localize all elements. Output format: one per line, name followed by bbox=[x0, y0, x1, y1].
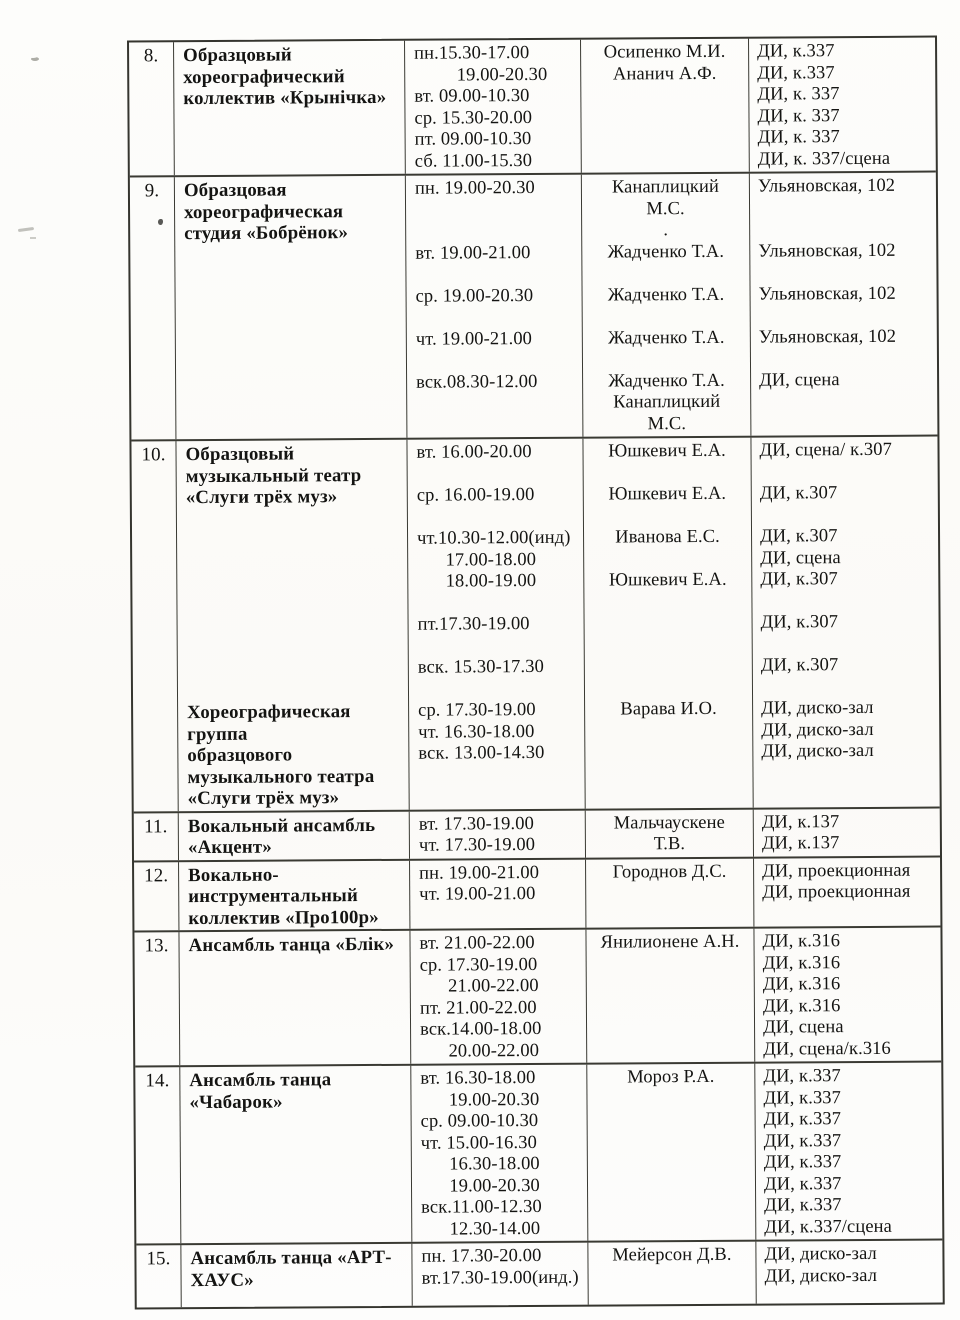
schedule-time-line: пн.15.30-17.00 bbox=[414, 43, 530, 64]
location-cell bbox=[754, 857, 940, 927]
table-row bbox=[136, 1241, 942, 1308]
location-line bbox=[760, 590, 936, 613]
schedule-time-line: чт. 19.00-21.00 bbox=[419, 883, 536, 905]
schedule-time-line bbox=[415, 199, 579, 222]
location-line bbox=[758, 262, 934, 285]
row-number-cell bbox=[129, 42, 175, 175]
teacher-name-cell bbox=[587, 1064, 756, 1241]
row-number: 13. bbox=[144, 935, 169, 957]
collective-name-line bbox=[187, 679, 406, 702]
location-line: ДИ, к.137 bbox=[761, 833, 840, 854]
row-number: 14. bbox=[145, 1070, 170, 1092]
location-line: ДИ, диско-зал bbox=[761, 740, 874, 762]
teacher-name-line: Иванова Е.С. bbox=[615, 526, 720, 548]
teacher-name-line: Жадченко Т.А. bbox=[608, 370, 725, 392]
teacher-name-line: Юшкевич Е.А. bbox=[608, 483, 727, 505]
teacher-name-line: . bbox=[663, 220, 669, 241]
schedule-time-line: вск. 13.00-14.30 bbox=[418, 742, 545, 764]
schedule-time-line: 17.00-18.00 bbox=[417, 549, 537, 571]
teacher-name-cell bbox=[583, 438, 753, 809]
schedule-time-line: вт. 16.30-18.00 bbox=[420, 1067, 536, 1089]
row-number: 8. bbox=[143, 45, 159, 67]
collective-name-line bbox=[186, 529, 405, 552]
collective-name-line bbox=[186, 572, 405, 595]
location-line: ДИ, к.307 bbox=[760, 655, 839, 676]
location-cell bbox=[756, 1241, 942, 1304]
location-line: ДИ, к.337 bbox=[757, 41, 835, 62]
location-line bbox=[759, 348, 935, 371]
location-line: ДИ, диско-зал bbox=[764, 1243, 877, 1265]
location-line: ДИ, диско-зал bbox=[764, 1265, 878, 1287]
collective-name-line: «Слуги трёх муз» bbox=[187, 787, 340, 810]
schedule-time-line: пт. 21.00-22.00 bbox=[419, 997, 537, 1019]
schedule-time-line: пн. 19.00-21.00 bbox=[419, 862, 540, 884]
collective-name-line: Хореографическая bbox=[187, 701, 351, 724]
teacher-name-line bbox=[587, 656, 750, 678]
schedule-time-line: чт. 15.00-16.30 bbox=[420, 1132, 537, 1154]
collective-name-line: группа bbox=[187, 723, 248, 745]
schedule-time-line: ср. 17.30-19.00 bbox=[418, 699, 536, 721]
location-line: ДИ, диско-зал bbox=[761, 697, 874, 719]
teacher-name-line bbox=[586, 505, 749, 527]
scan-artifact bbox=[26, 48, 40, 58]
teacher-name-line: Канаплицкий bbox=[611, 176, 719, 198]
collective-name-line bbox=[187, 615, 406, 638]
location-cell bbox=[750, 173, 938, 436]
row-number: 9. bbox=[144, 180, 160, 202]
scan-artifact bbox=[30, 237, 36, 239]
collective-name-line bbox=[186, 593, 405, 616]
schedule-time-line: 12.30-14.00 bbox=[421, 1218, 541, 1240]
teacher-name-line bbox=[587, 613, 750, 635]
table-row bbox=[134, 857, 940, 932]
location-line: ДИ, к.316 bbox=[762, 952, 841, 974]
schedule-time-line bbox=[415, 264, 579, 287]
location-line: ДИ, к.307 bbox=[759, 526, 838, 547]
schedule-time-line: вск.08.30-12.00 bbox=[416, 371, 538, 393]
teacher-name-cell bbox=[586, 809, 754, 857]
schedule-time-line: чт. 16.30-18.00 bbox=[418, 721, 535, 743]
teacher-name-line: Мальчаускене bbox=[613, 812, 725, 834]
schedule-times-cell bbox=[406, 175, 584, 438]
schedule-time-line: 19.00-20.30 bbox=[420, 1175, 540, 1197]
schedule-time-line: 20.00-22.00 bbox=[420, 1040, 540, 1062]
schedule-time-line: 18.00-19.00 bbox=[417, 570, 537, 592]
schedule-time-line: вск.14.00-18.00 bbox=[419, 1018, 542, 1040]
schedule-times-cell bbox=[411, 1065, 588, 1242]
collective-name-line: «Акцент» bbox=[187, 836, 272, 859]
location-line: ДИ, к.307 bbox=[759, 483, 838, 504]
location-line bbox=[761, 633, 937, 656]
location-line bbox=[760, 461, 936, 484]
schedule-time-line: чт.10.30-12.00(инд) bbox=[416, 527, 571, 549]
teacher-name-cell bbox=[582, 174, 752, 437]
schedule-time-line: ср. 16.00-19.00 bbox=[416, 484, 535, 506]
location-line bbox=[761, 676, 937, 699]
collective-name-line: коллектив «Крынічка» bbox=[183, 86, 387, 110]
teacher-name-line: Городнов Д.С. bbox=[612, 861, 727, 883]
location-cell bbox=[754, 928, 941, 1062]
teacher-name-line: Жадченко Т.А. bbox=[607, 284, 725, 306]
collective-name-line: инструментальный bbox=[188, 885, 359, 908]
location-line bbox=[760, 504, 936, 527]
schedule-times-cell bbox=[410, 810, 586, 858]
schedule-time-line: ср. 09.00-10.30 bbox=[420, 1110, 539, 1132]
schedule-time-line bbox=[416, 350, 580, 373]
schedule-time-line: вск.11.00-12.30 bbox=[421, 1196, 542, 1218]
location-line: ДИ, к. 337/сцена bbox=[757, 148, 891, 170]
table-row bbox=[134, 808, 940, 862]
schedule-time-line: вт. 09.00-10.30 bbox=[414, 86, 530, 107]
teacher-name-line bbox=[587, 677, 750, 699]
collective-name-line: «Слуги трёх муз» bbox=[185, 486, 338, 509]
teacher-name-line: Юшкевич Е.А. bbox=[608, 569, 727, 591]
location-line: ДИ, к.337 bbox=[763, 1109, 842, 1130]
schedule-time-line: ср. 19.00-20.30 bbox=[415, 285, 534, 307]
teacher-name-line: Мороз Р.А. bbox=[627, 1066, 715, 1088]
schedule-times-cell bbox=[410, 859, 586, 929]
collective-name-line: студия «Бобрёнок» bbox=[184, 222, 349, 245]
row-number: 12. bbox=[144, 864, 169, 886]
collective-name-cell bbox=[175, 176, 408, 439]
location-line: ДИ, к. 337 bbox=[757, 84, 840, 105]
location-line: ДИ, сцена bbox=[760, 547, 841, 569]
row-number-cell bbox=[136, 1245, 181, 1307]
schedule-time-line bbox=[418, 635, 582, 658]
table-row bbox=[134, 928, 941, 1068]
location-line bbox=[758, 219, 934, 242]
location-line: ДИ, проекционная bbox=[762, 881, 911, 903]
teacher-name-line: Осипенко М.И. bbox=[603, 41, 726, 63]
location-line: ДИ, сцена/к.316 bbox=[763, 1038, 891, 1060]
collective-name-cell bbox=[180, 1066, 412, 1243]
schedule-time-line: пт.17.30-19.00 bbox=[417, 614, 530, 635]
teacher-name-line bbox=[586, 462, 749, 484]
schedule-time-line: чт. 17.30-19.00 bbox=[418, 834, 536, 856]
schedule-time-line: 19.00-20.30 bbox=[414, 64, 548, 86]
collective-name-cell bbox=[181, 1244, 412, 1307]
location-line: ДИ, сцена bbox=[759, 369, 840, 391]
collective-name-cell bbox=[179, 811, 410, 859]
collective-name-line: Образцовый bbox=[185, 443, 295, 466]
location-line: ДИ, к.316 bbox=[762, 931, 841, 952]
schedule-time-line bbox=[417, 463, 581, 486]
schedule-time-line: ср. 15.30-20.00 bbox=[414, 107, 533, 129]
location-line: Ульяновская, 102 bbox=[758, 240, 896, 262]
location-line: ДИ, к.337/сцена bbox=[764, 1216, 892, 1238]
collective-name-line: Вокально- bbox=[188, 864, 279, 886]
location-line: ДИ, проекционная bbox=[762, 860, 911, 882]
collective-name-line: Вокальный ансамбль bbox=[187, 814, 376, 837]
scan-artifact bbox=[18, 227, 34, 232]
teacher-name-line bbox=[586, 548, 749, 570]
collective-name-line: Ансамбль танца «Блік» bbox=[188, 933, 395, 957]
schedule-time-line: вт.17.30-19.00(инд.) bbox=[421, 1267, 579, 1289]
schedule-time-line: вск. 15.30-17.30 bbox=[417, 656, 544, 678]
location-line: ДИ, сцена/ к.307 bbox=[759, 439, 892, 461]
location-line: ДИ, к.307 bbox=[760, 612, 839, 633]
location-line: ДИ, к.316 bbox=[762, 995, 841, 1017]
table-row bbox=[131, 437, 939, 813]
collective-name-line: хореографическая bbox=[183, 200, 344, 223]
schedule-time-line: вт. 17.30-19.00 bbox=[418, 813, 535, 835]
location-line: Ульяновская, 102 bbox=[758, 283, 896, 305]
location-line: ДИ, к.337 bbox=[763, 1066, 841, 1087]
location-cell bbox=[755, 1063, 942, 1240]
teacher-name-line: М.С. bbox=[646, 198, 685, 219]
row-number: 10. bbox=[141, 444, 166, 466]
teacher-name-cell bbox=[586, 929, 755, 1063]
schedule-time-line bbox=[416, 307, 580, 330]
collective-name-cell bbox=[179, 931, 411, 1065]
location-line: ДИ, к.337 bbox=[763, 1087, 842, 1109]
location-line: ДИ, диско-зал bbox=[761, 719, 874, 741]
schedule-time-line bbox=[417, 506, 581, 529]
table-row bbox=[135, 1063, 942, 1246]
teacher-name-cell bbox=[586, 858, 754, 928]
teacher-name-line: Жадченко Т.А. bbox=[608, 327, 725, 349]
collective-name-line: Образцовый bbox=[183, 44, 292, 67]
location-line: ДИ, к. 337 bbox=[757, 127, 840, 148]
location-line: Ульяновская, 102 bbox=[758, 326, 897, 348]
collective-name-line: ХАУС» bbox=[190, 1269, 254, 1291]
schedule-time-line: пн. 19.00-20.30 bbox=[414, 177, 535, 199]
schedule-time-line: пн. 17.30-20.00 bbox=[421, 1245, 542, 1267]
schedule-time-line: вт. 21.00-22.00 bbox=[419, 933, 535, 954]
row-number-cell bbox=[131, 441, 178, 811]
schedule-times-cell bbox=[407, 439, 585, 810]
location-line: ДИ, к.337 bbox=[757, 62, 835, 84]
collective-name-line bbox=[187, 636, 406, 659]
schedule-times-cell bbox=[410, 930, 587, 1064]
collective-name-line: коллектив «Про100р» bbox=[188, 906, 379, 929]
collective-name-line: Ансамбль танца bbox=[189, 1069, 332, 1092]
schedule-times-cell bbox=[405, 40, 582, 174]
teacher-name-line: Ананич А.Ф. bbox=[612, 63, 717, 85]
teacher-name-line bbox=[586, 591, 749, 613]
teacher-name-line: Варава И.О. bbox=[620, 698, 717, 720]
schedule-time-line bbox=[415, 221, 579, 244]
schedule-time-line: 21.00-22.00 bbox=[419, 975, 539, 997]
schedule-time-line: ср. 17.30-19.00 bbox=[419, 954, 538, 976]
location-line bbox=[758, 197, 934, 220]
teacher-name-line: Янилионене А.Н. bbox=[600, 931, 740, 953]
collective-name-line: музыкального театра bbox=[187, 765, 375, 788]
location-line: ДИ, к.307 bbox=[760, 569, 838, 590]
location-line: ДИ, сцена bbox=[762, 1017, 844, 1038]
collective-name-line: хореографический bbox=[183, 65, 345, 88]
location-line: ДИ, к.337 bbox=[764, 1195, 842, 1216]
collective-name-line: «Чабарок» bbox=[189, 1091, 283, 1113]
schedule-times-cell bbox=[412, 1243, 588, 1306]
location-line: Ульяновская, 102 bbox=[757, 175, 896, 197]
schedule-time-line: чт. 19.00-21.00 bbox=[415, 328, 533, 350]
location-line: ДИ, к.337 bbox=[763, 1173, 842, 1195]
teacher-name-line bbox=[587, 634, 750, 656]
collective-name-line bbox=[186, 507, 405, 530]
teacher-name-line bbox=[584, 263, 747, 285]
teacher-name-line: Жадченко Т.А. bbox=[607, 241, 725, 263]
location-cell bbox=[751, 437, 939, 808]
row-number: 11. bbox=[144, 815, 168, 837]
teacher-name-line: Канаплицкий bbox=[613, 391, 721, 413]
collective-name-line bbox=[187, 658, 406, 681]
location-line bbox=[759, 305, 935, 328]
schedule-time-line: пт. 09.00-10.30 bbox=[414, 129, 532, 150]
row-number: 15. bbox=[146, 1248, 171, 1270]
location-line: ДИ, к.337 bbox=[763, 1152, 842, 1173]
teacher-name-line: Т.В. bbox=[653, 834, 686, 855]
collective-name-line: музыкальный театр bbox=[185, 464, 362, 487]
schedule-time-line: сб. 11.00-15.30 bbox=[414, 150, 533, 172]
location-line: ДИ, к.337 bbox=[763, 1130, 842, 1152]
row-number-cell bbox=[134, 813, 179, 860]
teacher-name-line: Юшкевич Е.А. bbox=[608, 440, 726, 462]
row-number-cell bbox=[134, 862, 179, 931]
row-number-cell bbox=[134, 932, 180, 1065]
row-number-cell bbox=[135, 1067, 181, 1243]
schedule-time-line: вт. 19.00-21.00 bbox=[415, 242, 531, 264]
schedule-time-line bbox=[417, 592, 581, 615]
table-row bbox=[129, 38, 936, 178]
schedule-time-line: вт. 16.00-20.00 bbox=[416, 442, 532, 463]
teacher-name-cell bbox=[588, 1242, 756, 1305]
collective-name-cell bbox=[174, 41, 406, 175]
collective-name-line bbox=[186, 550, 405, 573]
location-line: ДИ, к. 337 bbox=[757, 105, 840, 127]
table-row bbox=[130, 173, 938, 442]
collective-name-line: Ансамбль танца «АРТ- bbox=[190, 1246, 392, 1270]
teacher-name-line bbox=[585, 349, 748, 371]
teacher-name-cell bbox=[581, 39, 750, 173]
collective-name-line: Образцовая bbox=[183, 179, 287, 202]
collective-name-cell bbox=[176, 440, 409, 811]
collective-name-cell bbox=[179, 860, 410, 930]
teacher-name-line: М.С. bbox=[647, 413, 687, 434]
collective-name-line: образцового bbox=[187, 744, 293, 767]
teacher-name-line bbox=[585, 306, 748, 328]
location-cell bbox=[749, 38, 936, 172]
location-cell bbox=[754, 808, 940, 856]
location-line: ДИ, к.137 bbox=[761, 811, 840, 833]
schedule-time-line: 16.30-18.00 bbox=[420, 1153, 540, 1175]
row-number-cell bbox=[130, 177, 177, 439]
schedule-time-line bbox=[418, 678, 582, 701]
teacher-name-line: Мейерсон Д.В. bbox=[612, 1244, 732, 1266]
location-line: ДИ, к.316 bbox=[762, 974, 841, 995]
schedule-table bbox=[127, 36, 945, 1310]
schedule-time-line: 19.00-20.30 bbox=[420, 1089, 540, 1111]
